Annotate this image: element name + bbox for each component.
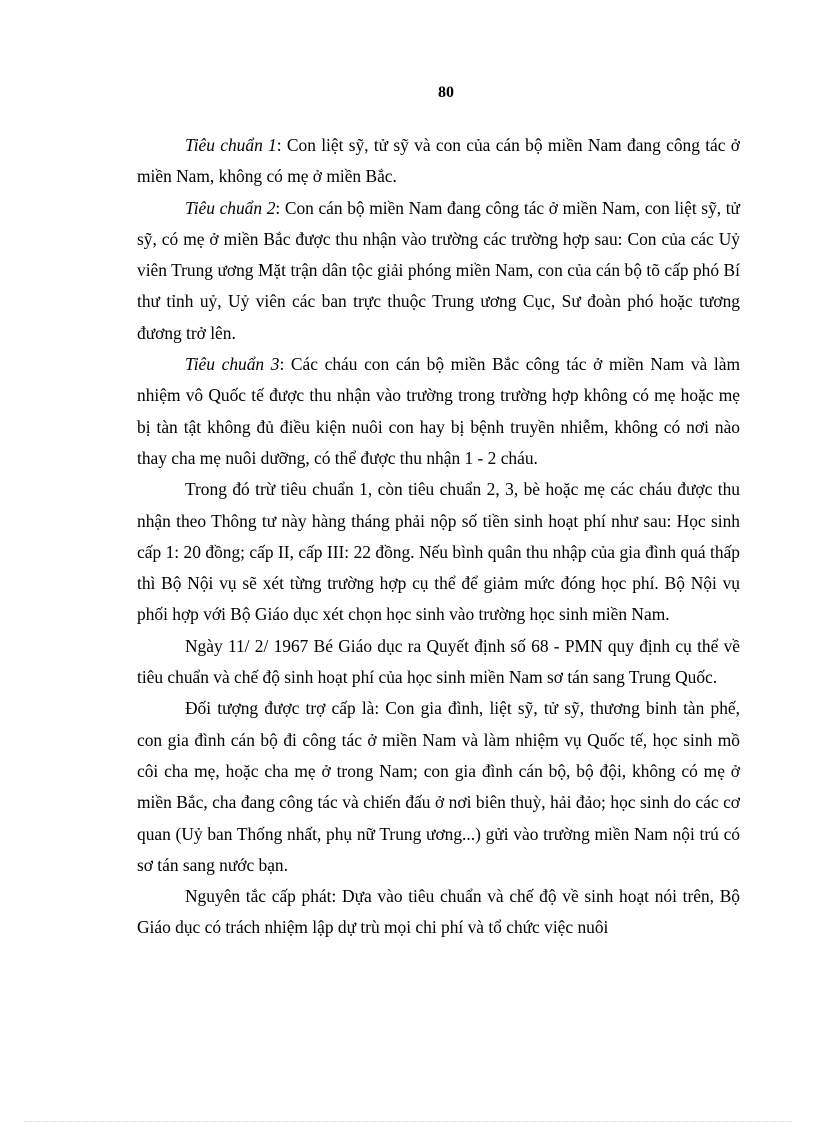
paragraph-decision-68	[137, 631, 740, 694]
paragraph-allocation-principle	[137, 881, 740, 944]
paragraph-tieu-chuan-1	[137, 130, 740, 193]
paragraph-text: : Các cháu con cán bộ miền Bắc công tác ở miền Nam và làm nhiệm vô Quốc tế được thu nhận vào trường trong trường hợp không có mẹ hoặc mẹ bị tàn tật không đủ điều kiện nuôi con hay bị bệnh truyền nhiễm, không có nơi nào thay cha mẹ nuôi dưỡng, có thể được thu nhận 1 - 2 cháu.	[137, 354, 740, 468]
paragraph-lead: Tiêu chuẩn 2	[185, 197, 276, 218]
paragraph-text: Đối tượng được trợ cấp là: Con gia đình, liệt sỹ, tử sỹ, thương binh tàn phế, con gia đình cán bộ đi công tác ở miền Nam và làm nhiệm vụ Quốc tế, học sinh mồ côi cha mẹ, hoặc cha mẹ ở trong Nam; con gia đình cán bộ, bộ đội, không có mẹ ở miền Bắc, cha đang công tác và chiến đấu ở nơi biên thuỳ, hải đảo; học sinh do các cơ quan (Uỷ ban Thống nhất, phụ nữ Trung ương...) gửi vào trường miền Nam nội trú có sơ tán sang nước bạn.	[137, 698, 740, 875]
paragraph-lead: Tiêu chuẩn 1	[185, 135, 277, 155]
document-body	[137, 130, 740, 944]
paragraph-fees	[137, 474, 740, 630]
paragraph-tieu-chuan-3	[137, 349, 740, 474]
paragraph-text: : Con liệt sỹ, tử sỹ và con của cán bộ miền Nam đang công tác ở miền Nam, không có mẹ ở miền Bắc.	[137, 135, 740, 187]
paragraph-text: Ngày 11/ 2/ 1967 Bé Giáo dục ra Quyết định số 68 - PMN quy định cụ thể về tiêu chuẩn và chế độ sinh hoạt phí của học sinh miền Nam sơ tán sang Trung Quốc.	[137, 635, 740, 688]
paragraph-subsidy-recipients	[137, 693, 740, 881]
paragraph-text: : Con cán bộ miền Nam đang công tác ở miền Nam, con liệt sỹ, tử sỹ, có mẹ ở miền Bắc được thu nhận vào trường các trường hợp sau: Con của các Uỷ viên Trung ương Mặt trận dân tộc giải phóng miền Nam, con của cán bộ tõ cấp phó Bí thư tỉnh uỷ, Uỷ viên các ban trực thuộc Trung ương Cục, Sư đoàn phó hoặc tương đương trở lên.	[137, 197, 740, 343]
page-number: 80	[438, 84, 454, 101]
paragraph-text: Nguyên tắc cấp phát: Dựa vào tiêu chuẩn và chế độ về sinh hoạt nói trên, Bộ Giáo dục có trách nhiệm lập dự trù mọi chi phí và tổ chức việc nuôi	[137, 886, 740, 938]
paragraph-tieu-chuan-2	[137, 193, 740, 349]
paragraph-lead: Tiêu chuẩn 3	[185, 354, 280, 375]
paragraph-text: Trong đó trừ tiêu chuẩn 1, còn tiêu chuẩn 2, 3, bè hoặc mẹ các cháu được thu nhận theo Thông tư này hàng tháng phải nộp số tiền sinh hoạt phí như sau: Học sinh cấp 1: 20 đồng; cấp II, cấp III: 22 đồng. Nếu bình quân thu nhập của gia đình quá thấp thì Bộ Nội vụ sẽ xét từng trường hợp cụ thể để giảm mức đóng học phí. Bộ Nội vụ phối hợp với Bộ Giáo dục xét chọn học sinh vào trường học sinh miền Nam.	[137, 479, 740, 625]
page-bottom-divider	[24, 1121, 792, 1122]
